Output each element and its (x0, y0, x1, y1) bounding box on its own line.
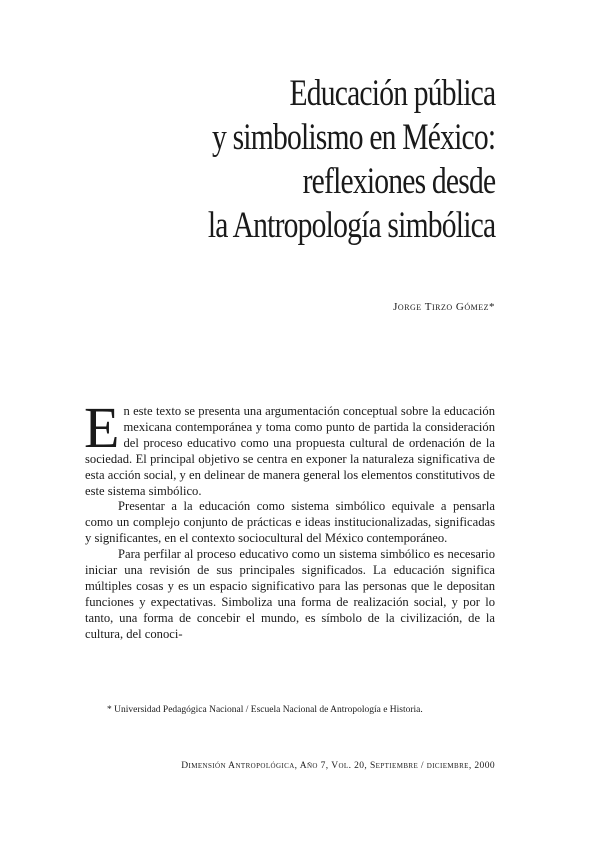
title-line-3: reflexiones desde (302, 161, 495, 202)
running-footer: Dimensión Antropológica, Año 7, Vol. 20, Septiembre / diciembre, 2000 (181, 761, 495, 771)
article-title (208, 72, 495, 248)
title-line-2: y simbolismo en México: (211, 117, 495, 158)
paragraph-3: Para perfilar al proceso educativo como un sistema simbólico es necesario iniciar una revisión de sus principales significados. La educación significa múltiples cosas y es un espacio significativo para las personas que le depositan funciones y expectativas. Simboliza una forma de realización social, y por lo tanto, una forma de concebir el mundo, es símbolo de la civilización, de la cultura, del conoci- (85, 547, 495, 641)
article-body (84, 395, 495, 643)
paragraph-1 (84, 395, 495, 499)
title-line-4: la Antropología simbólica (207, 205, 495, 246)
paragraph-1-text: n este texto se presenta una argumentación conceptual sobre la educación mexicana contemporánea y toma como punto de partida la consideración del proceso educativo como una propuesta cultural de ordenación de la sociedad. El principal objetivo se centra en exponer la naturaleza significativa de esta acción social, y en delinear de manera general los elementos constitutivos de este sistema simbólico. (85, 404, 495, 498)
author-name: Jorge Tirzo Gómez* (393, 301, 495, 313)
title-line-1: Educación pública (289, 73, 495, 114)
paragraph-2: Presentar a la educación como sistema simbólico equivale a pensarla como un complejo conjunto de prácticas e ideas institucionalizadas, significadas y significantes, en el contexto sociocultural del México contemporáneo. (85, 499, 495, 546)
drop-cap: E (84, 395, 120, 460)
footnote: * Universidad Pedagógica Nacional / Escuela Nacional de Antropología e Historia. (107, 705, 423, 715)
